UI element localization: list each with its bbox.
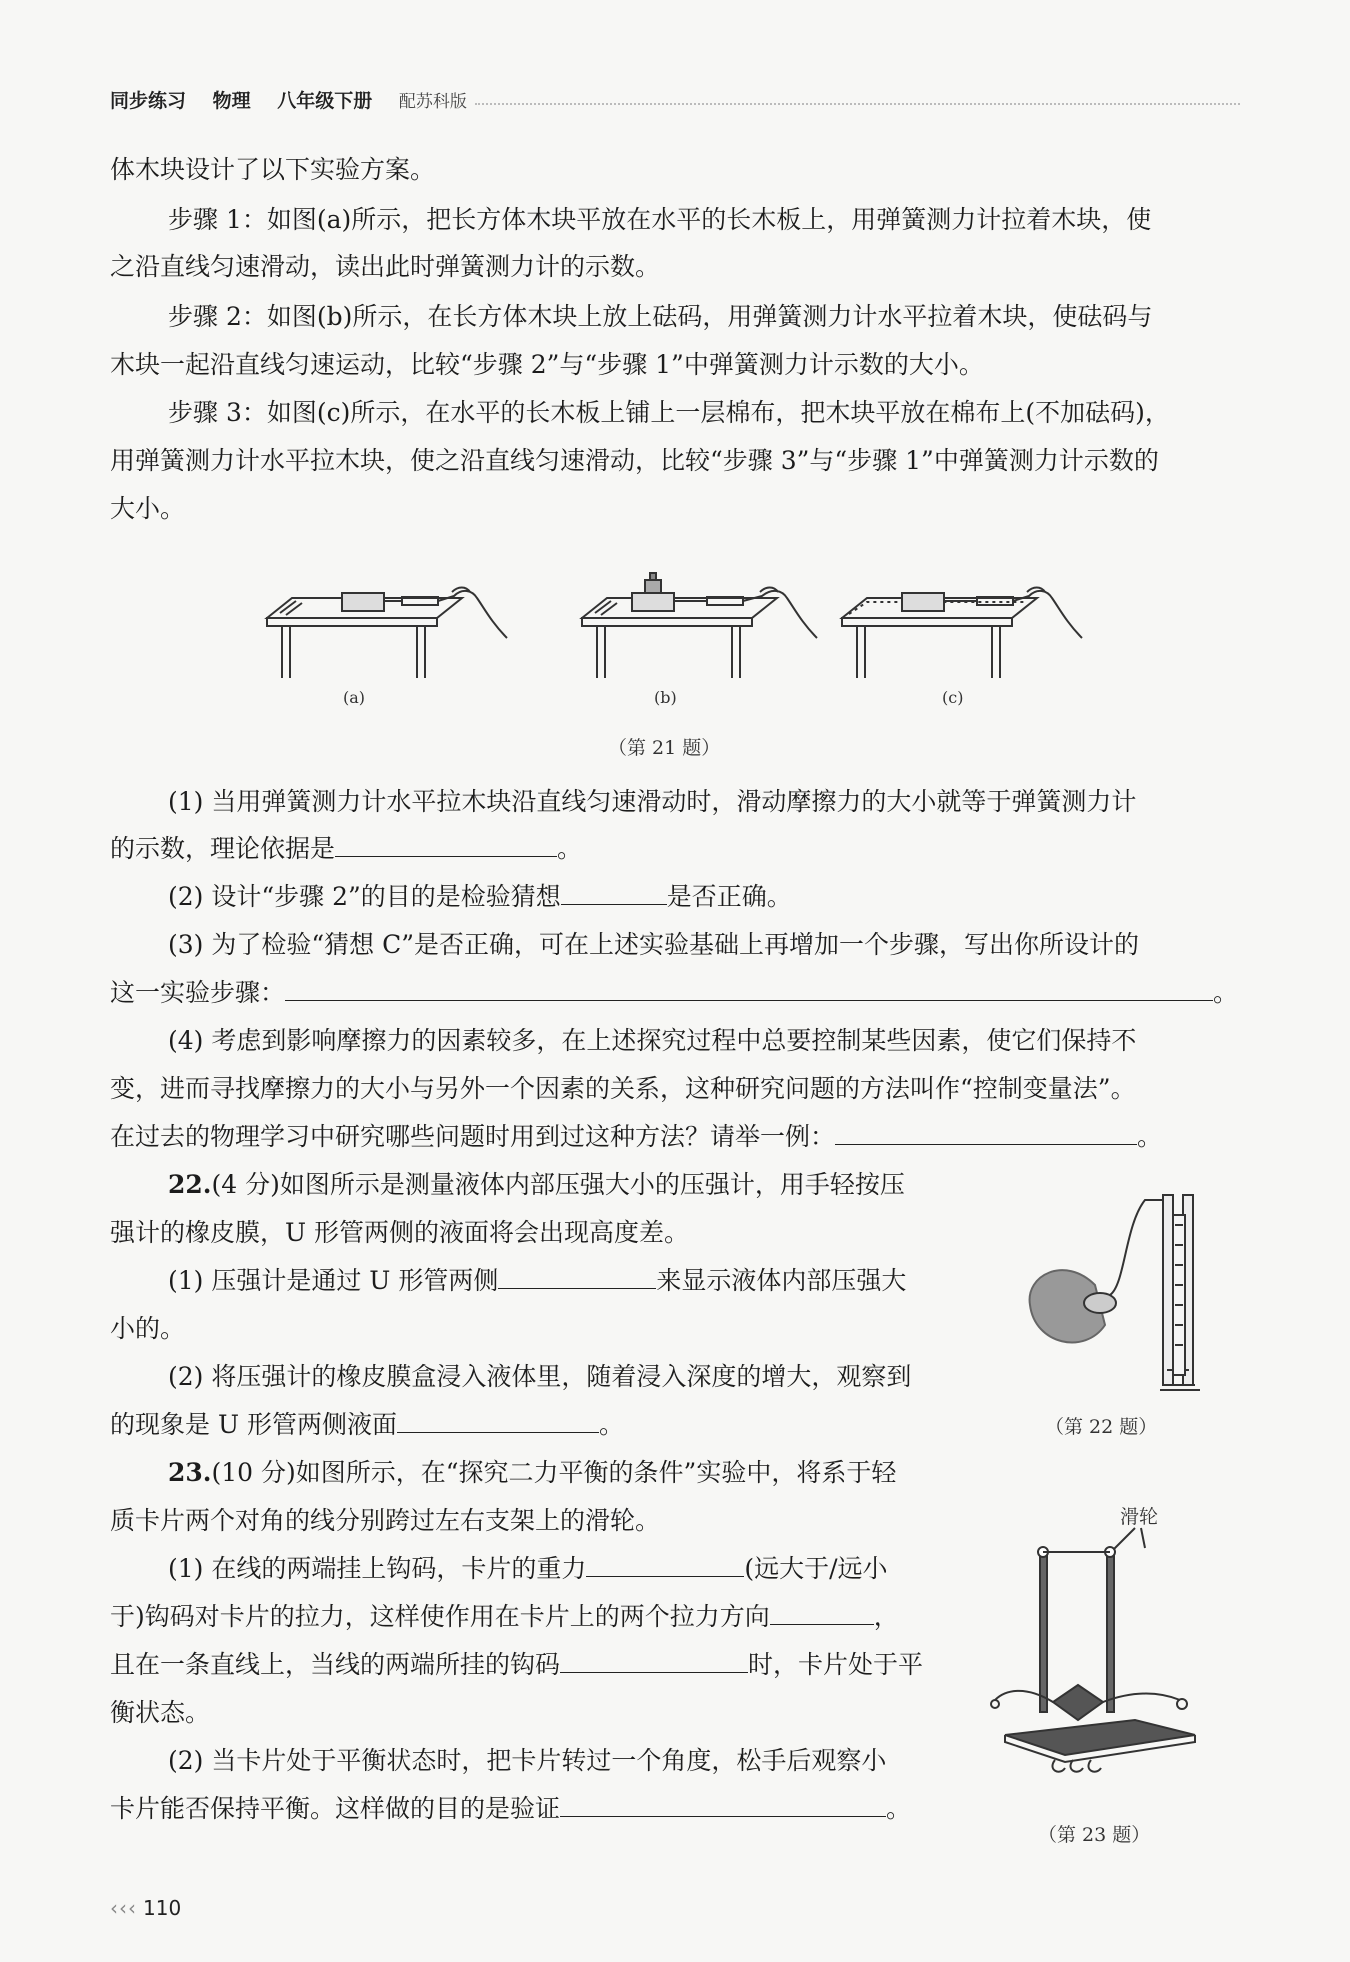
q22-part2-answer-blank[interactable] [397,1410,599,1433]
page-number: 110 [143,1896,182,1920]
q23-figure-caption: （第 23 题） [1038,1824,1151,1846]
q22-line1 [168,1170,998,1200]
q21-part4-line2: 变，进而寻找摩擦力的大小与另外一个因素的关系，这种研究问题的方法叫作“控制变量法”。 [110,1074,1136,1103]
chevron-left-icon: ‹‹‹ [110,1896,137,1920]
q23-part2-line1: (2) 当卡片处于平衡状态时，把卡片转过一个角度，松手后观察小 [168,1746,887,1775]
q23-number: 23. [168,1458,212,1487]
q23-text: (10 分)如图所示，在“探究二力平衡的条件”实验中，将系于轻 [211,1458,897,1487]
q23-part1-text-2: 于)钩码对卡片的拉力，这样使作用在卡片上的两个拉力方向 [110,1602,770,1631]
q21-step1-line1: 步骤 1：如图(a)所示，把长方体木块平放在水平的长木板上，用弹簧测力计拉着木块，使 [168,205,1152,234]
q23-part1-line2: 于)钩码对卡片的拉力，这样使作用在卡片上的两个拉力方向 ， [110,1602,899,1631]
q21-step2-line2: 木块一起沿直线匀速运动，比较“步骤 2”与“步骤 1”中弹簧测力计示数的大小。 [110,350,984,379]
q21-part4-line1: (4) 考虑到影响摩擦力的因素较多，在上述探究过程中总要控制某些因素，使它们保持不 [168,1026,1137,1055]
book-edition: 配苏科版 [398,92,467,112]
fig-c-label: (c) [942,688,964,707]
q21-step3-line3: 大小。 [110,494,186,523]
q21-figure-caption: （第 21 题） [608,737,721,759]
fig-c-apparatus [842,588,1082,679]
q21-step1-line2: 之沿直线匀速滑动，读出此时弹簧测力计的示数。 [110,252,661,281]
book-grade: 八年级下册 [277,90,373,112]
q21-intro-tail: 体木块设计了以下实验方案。 [110,155,436,184]
q22-part1-text-end: 来显示液体内部压强大 [656,1266,907,1295]
q21-part2-text: (2) 设计“步骤 2”的目的是检验猜想 [168,882,561,911]
q23-figure [985,1520,1215,1810]
q21-part3-line1: (3) 为了检验“猜想 C”是否正确，可在上述实验基础上再增加一个步骤，写出你所设计的 [168,930,1139,959]
q22-part1-line2: 小的。 [110,1314,186,1343]
q23-line1 [168,1458,968,1488]
q21-figure [262,568,1112,718]
q21-part3-answer-blank[interactable] [285,978,1213,1001]
q22-part1-text: (1) 压强计是通过 U 形管两侧 [168,1266,499,1295]
q23-part1-answer-blank-2[interactable] [770,1602,874,1625]
q22-figure [1015,1185,1235,1385]
q22-line2: 强计的橡皮膜，U 形管两侧的液面将会出现高度差。 [110,1218,690,1247]
q22-part2-line2: 的现象是 U 形管两侧液面 。 [110,1410,624,1439]
q23-part1-text-4: 时，卡片处于平 [748,1650,924,1679]
q21-step3-line2: 用弹簧测力计水平拉木块，使之沿直线匀速滑动，比较“步骤 3”与“步骤 1”中弹簧测力计示数的 [110,446,1159,475]
q21-part3-text: 这一实验步骤： [110,978,286,1007]
q23-part1-answer-blank-1[interactable] [586,1554,744,1577]
fig-a-label: (a) [343,688,366,707]
q23-line2: 质卡片两个对角的线分别跨过左右支架上的滑轮。 [110,1506,661,1535]
q22-part1-answer-blank[interactable] [498,1266,656,1289]
q21-step3-line1: 步骤 3：如图(c)所示，在水平的长木板上铺上一层棉布，把木块平放在棉布上(不加砝码)， [168,398,1170,427]
q23-part2-answer-blank[interactable] [560,1794,886,1817]
q21-part4-line3: 在过去的物理学习中研究哪些问题时用到过这种方法？请举一例： 。 [110,1122,1163,1151]
q23-part1-options: (远大于/远小 [744,1554,888,1583]
q22-part2-line1: (2) 将压强计的橡皮膜盒浸入液体里，随着浸入深度的增大，观察到 [168,1362,912,1391]
q21-part2-text-end: 是否正确。 [666,882,792,911]
book-subject: 物理 [212,90,251,112]
fig-a-apparatus [267,588,507,679]
q23-part1-answer-blank-3[interactable] [560,1650,748,1673]
q21-step2-line1: 步骤 2：如图(b)所示，在长方体木块上放上砝码，用弹簧测力计水平拉着木块，使砝码与 [168,302,1153,331]
q22-text: (4 分)如图所示是测量液体内部压强大小的压强计，用手轻按压 [211,1170,905,1199]
q23-part1-text: (1) 在线的两端挂上钩码，卡片的重力 [168,1554,587,1583]
q21-part1-answer-blank[interactable] [335,834,557,857]
q22-part2-text: 的现象是 U 形管两侧液面 [110,1410,397,1439]
q21-part1-text: 的示数，理论依据是 [110,834,336,863]
q23-part1-line1 [168,1554,968,1584]
fig-b-apparatus [582,573,817,678]
q22-number: 22. [168,1170,212,1199]
q21-part4-text: 在过去的物理学习中研究哪些问题时用到过这种方法？请举一例： [110,1122,836,1151]
q22-part1-line1 [168,1266,998,1296]
q21-part1-line1: (1) 当用弹簧测力计水平拉木块沿直线匀速滑动时，滑动摩擦力的大小就等于弹簧测力计 [168,787,1137,816]
page-header [110,86,1240,116]
q22-figure-caption: （第 22 题） [1045,1416,1158,1438]
book-series: 同步练习 [110,90,187,112]
q21-part3-line2: 这一实验步骤： 。 [110,978,1239,1007]
q23-part1-line4: 衡状态。 [110,1698,211,1727]
q21-part4-answer-blank[interactable] [835,1122,1137,1145]
pulley-label: 滑轮 [1120,1506,1159,1528]
q21-part2 [168,882,1240,912]
header-rule [475,103,1240,105]
q21-part2-answer-blank[interactable] [561,882,667,905]
q23-part1-text-3: 且在一条直线上，当线的两端所挂的钩码 [110,1650,561,1679]
q21-part1-line2: 的示数，理论依据是 。 [110,834,583,863]
q23-part1-line3 [110,1650,970,1680]
fig-b-label: (b) [654,688,677,707]
q23-part2-line2: 卡片能否保持平衡。这样做的目的是验证 。 [110,1794,912,1823]
q23-part2-text: 卡片能否保持平衡。这样做的目的是验证 [110,1794,561,1823]
page-footer [110,1896,181,1920]
